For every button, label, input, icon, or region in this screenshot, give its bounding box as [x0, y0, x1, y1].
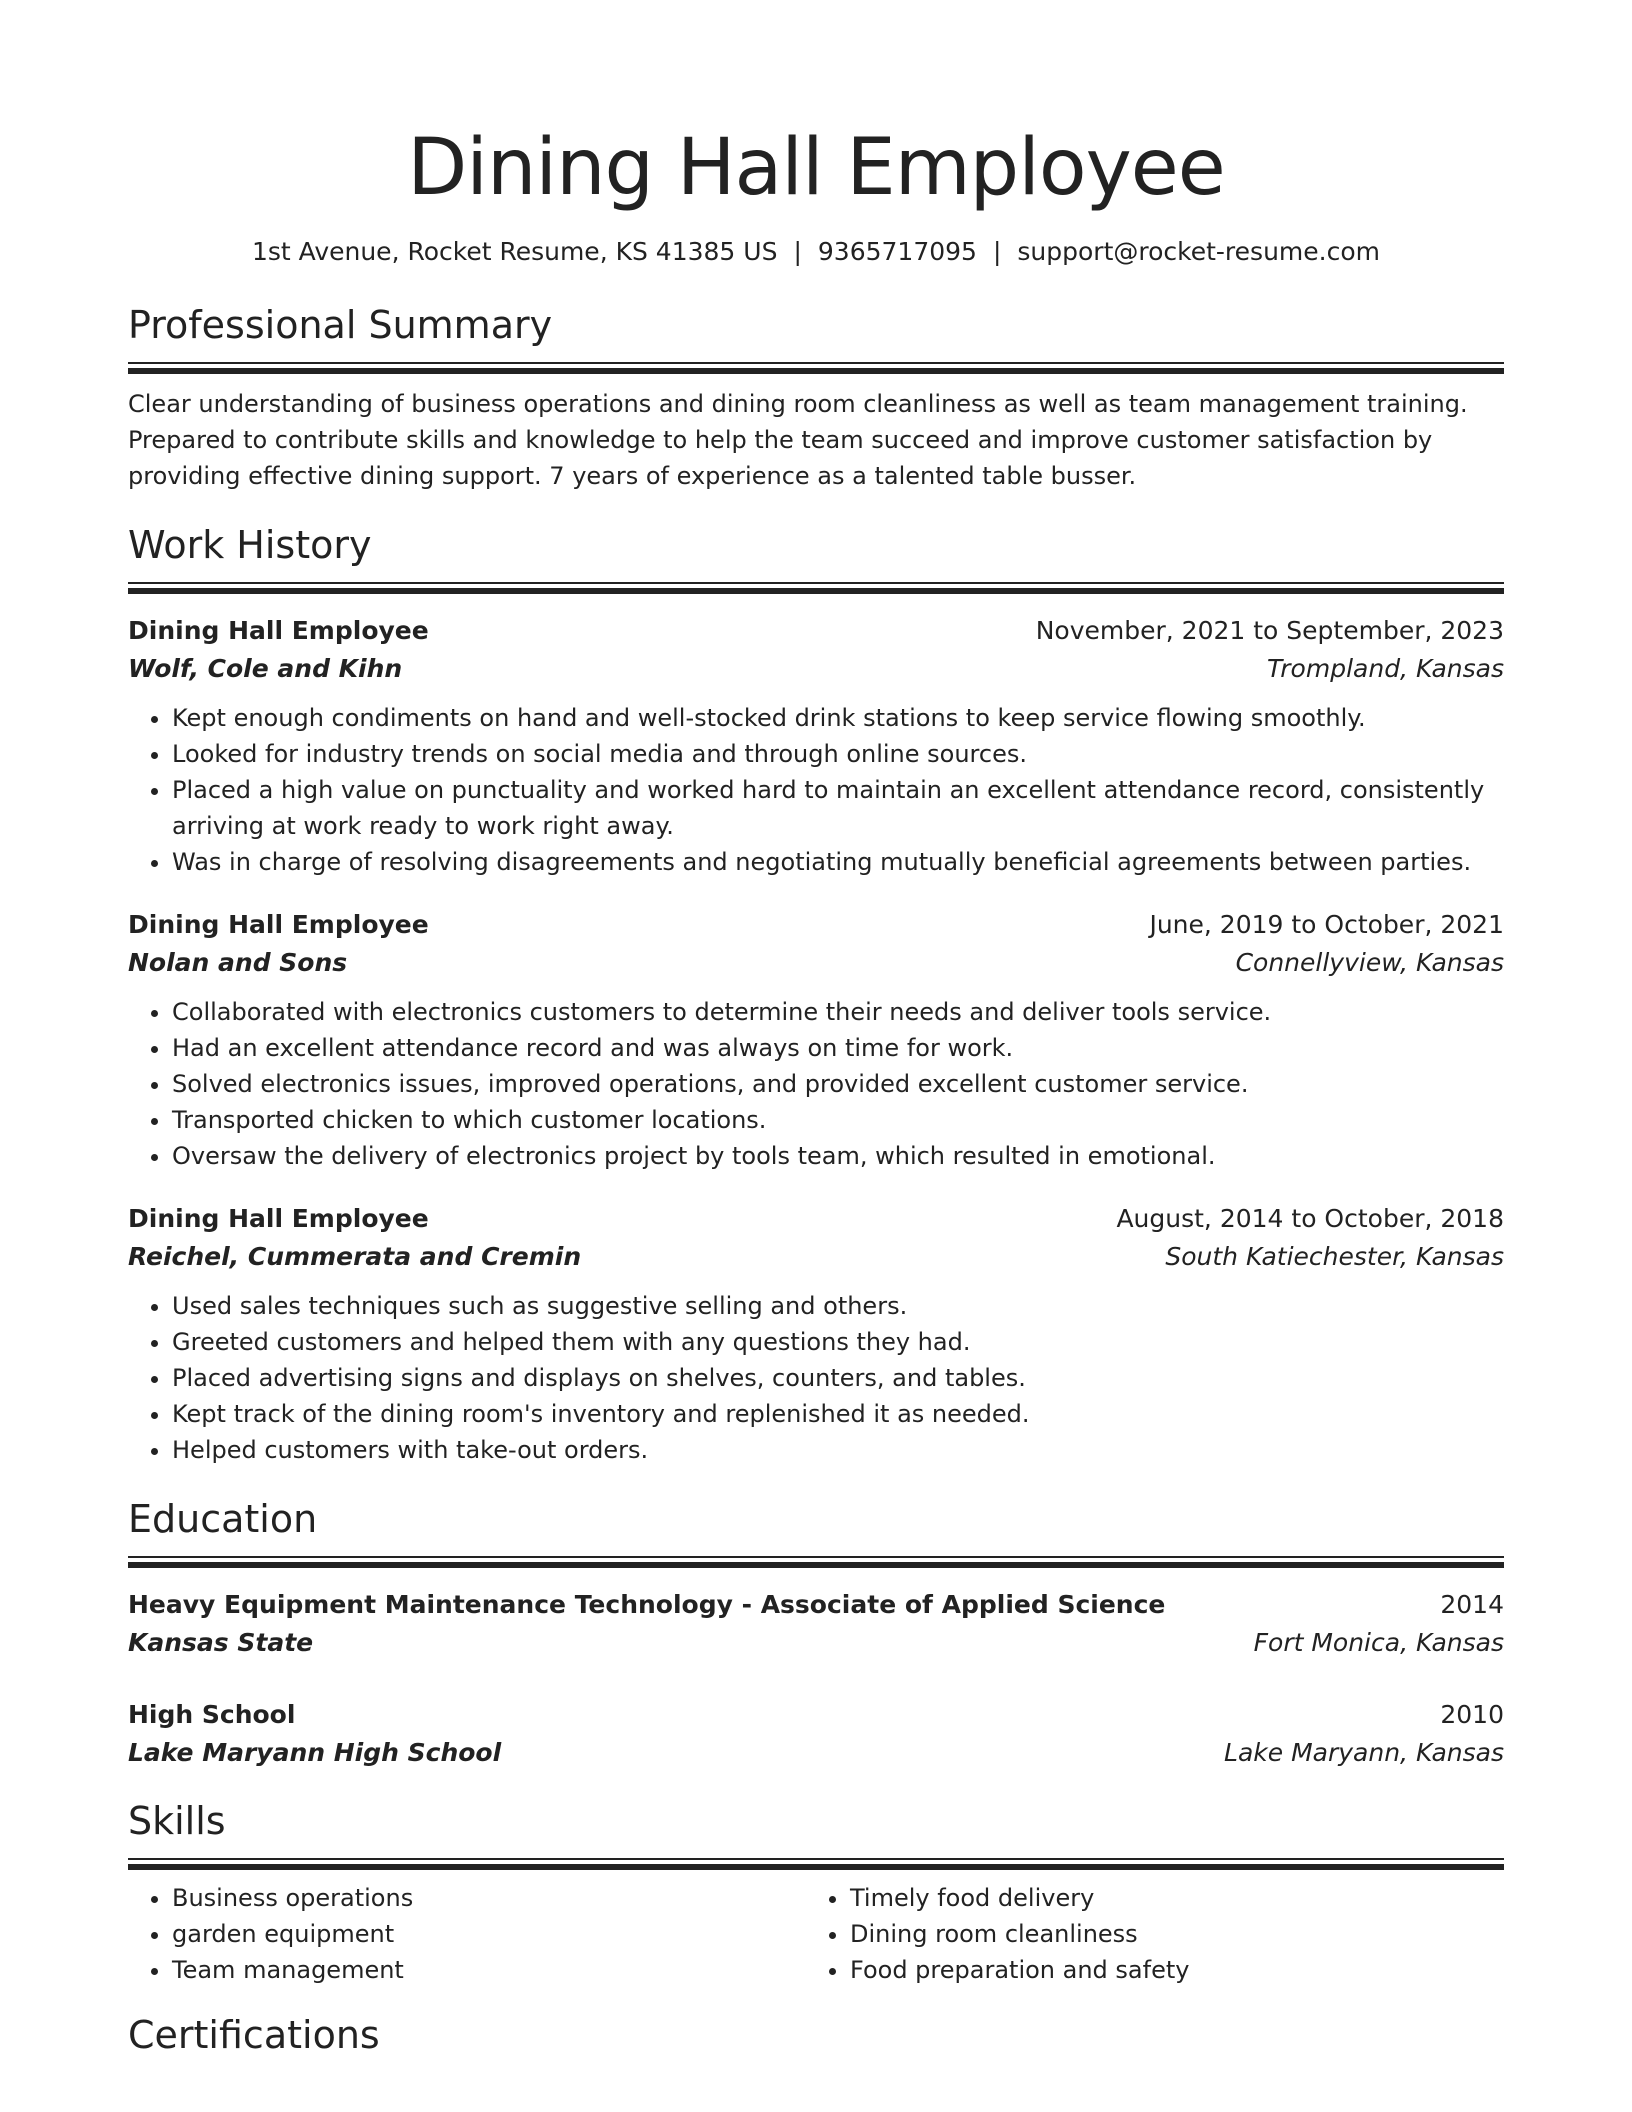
certifications-section	[128, 2012, 1504, 2058]
job-company: Reichel, Cummerata and Cremin	[128, 1242, 582, 1271]
resume-page	[128, 0, 1504, 2058]
job-bullet: • Used sales techniques such as suggestive selling and others.	[172, 1288, 1504, 1324]
job-bullets	[128, 994, 1504, 1174]
contact-separator: |	[793, 237, 802, 266]
job-bullets	[128, 1288, 1504, 1468]
skills-column-left	[128, 1880, 806, 1988]
job-bullet: • Looked for industry trends on social media and through online sources.	[172, 736, 1504, 772]
job-bullet: • Placed a high value on punctuality and worked hard to maintain an excellent attendance record, consistently arriving at work ready to work right away.	[172, 772, 1504, 844]
section-rule	[128, 1858, 1504, 1870]
education-location: Lake Maryann, Kansas	[1224, 1738, 1504, 1767]
job-bullet: • Oversaw the delivery of electronics project by tools team, which resulted in emotional.	[172, 1138, 1504, 1174]
skill-item: • Business operations	[172, 1880, 806, 1916]
education-location: Fort Monica, Kansas	[1253, 1628, 1504, 1657]
contact-separator: |	[992, 237, 1002, 266]
resume-name: Dining Hall Employee	[407, 123, 1225, 213]
contact-address: 1st Avenue, Rocket Resume, KS 41385 US	[252, 237, 778, 266]
job-location: Trompland, Kansas	[1266, 654, 1504, 683]
job-role: Dining Hall Employee	[128, 616, 429, 645]
job-role: Dining Hall Employee	[128, 910, 429, 939]
skills-list	[128, 1880, 1504, 1988]
job-role: Dining Hall Employee	[128, 1204, 429, 1233]
section-rule	[128, 362, 1504, 374]
summary-section	[128, 302, 1504, 494]
section-title-work: Work History	[128, 523, 372, 567]
summary-text: Clear understanding of business operations and dining room cleanliness as well as team management training. Prepared to contribute skills and knowledge to help the team succeed and improve customer satisfaction by providing effective dining support. 7 years of experience as a talented table busser.	[128, 390, 1468, 490]
education-section	[128, 1496, 1504, 1772]
job-bullet: • Kept track of the dining room's inventory and replenished it as needed.	[172, 1396, 1504, 1432]
section-rule	[128, 582, 1504, 594]
job-company: Nolan and Sons	[128, 948, 348, 977]
section-rule	[128, 1556, 1504, 1568]
skill-item: • garden equipment	[172, 1916, 806, 1952]
job-bullets	[128, 700, 1504, 880]
skill-item: • Food preparation and safety	[850, 1952, 1484, 1988]
contact-phone: 9365717095	[817, 237, 977, 266]
skills-section	[128, 1798, 1504, 1988]
education-degree: Heavy Equipment Maintenance Technology - Associate of Applied Science	[128, 1590, 1166, 1619]
job-dates: November, 2021 to September, 2023	[1035, 616, 1504, 645]
contact-line	[128, 236, 1504, 268]
job-bullet: • Solved electronics issues, improved operations, and provided excellent customer service.	[172, 1066, 1504, 1102]
job-entry	[128, 906, 1504, 1174]
education-year: 2014	[1440, 1590, 1504, 1619]
job-bullet: • Kept enough condiments on hand and well-stocked drink stations to keep service flowing smoothly.	[172, 700, 1504, 736]
job-entry	[128, 1200, 1504, 1468]
job-bullet: • Helped customers with take-out orders.	[172, 1432, 1504, 1468]
job-bullet: • Was in charge of resolving disagreements and negotiating mutually beneficial agreements between parties.	[172, 844, 1504, 880]
job-entry	[128, 612, 1504, 880]
job-bullet: • Had an excellent attendance record and was always on time for work.	[172, 1030, 1504, 1066]
skill-item: • Dining room cleanliness	[850, 1916, 1484, 1952]
job-bullet: • Collaborated with electronics customers to determine their needs and deliver tools service.	[172, 994, 1504, 1030]
education-entry	[128, 1586, 1504, 1662]
education-school: Lake Maryann High School	[128, 1738, 502, 1767]
job-bullet: • Transported chicken to which customer locations.	[172, 1102, 1504, 1138]
education-degree: High School	[128, 1700, 296, 1729]
job-location: South Katiechester, Kansas	[1165, 1242, 1504, 1271]
education-year: 2010	[1440, 1700, 1504, 1729]
contact-email: support@rocket-resume.com	[1017, 237, 1380, 266]
job-bullet: • Greeted customers and helped them with any questions they had.	[172, 1324, 1504, 1360]
skill-item: • Timely food delivery	[850, 1880, 1484, 1916]
job-location: Connellyview, Kansas	[1235, 948, 1504, 977]
education-school: Kansas State	[128, 1628, 314, 1657]
section-title-skills: Skills	[128, 1799, 226, 1843]
skill-item: • Team management	[172, 1952, 806, 1988]
job-company: Wolf, Cole and Kihn	[128, 654, 403, 683]
job-dates: August, 2014 to October, 2018	[1116, 1204, 1504, 1233]
job-bullet: • Placed advertising signs and displays on shelves, counters, and tables.	[172, 1360, 1504, 1396]
work-section	[128, 522, 1504, 1468]
section-title-summary: Professional Summary	[128, 303, 553, 347]
section-title-education: Education	[128, 1497, 318, 1541]
education-entry	[128, 1696, 1504, 1772]
job-dates: June, 2019 to October, 2021	[1149, 910, 1504, 939]
section-title-certifications: Certifications	[128, 2013, 380, 2057]
skills-column-right	[806, 1880, 1484, 1988]
